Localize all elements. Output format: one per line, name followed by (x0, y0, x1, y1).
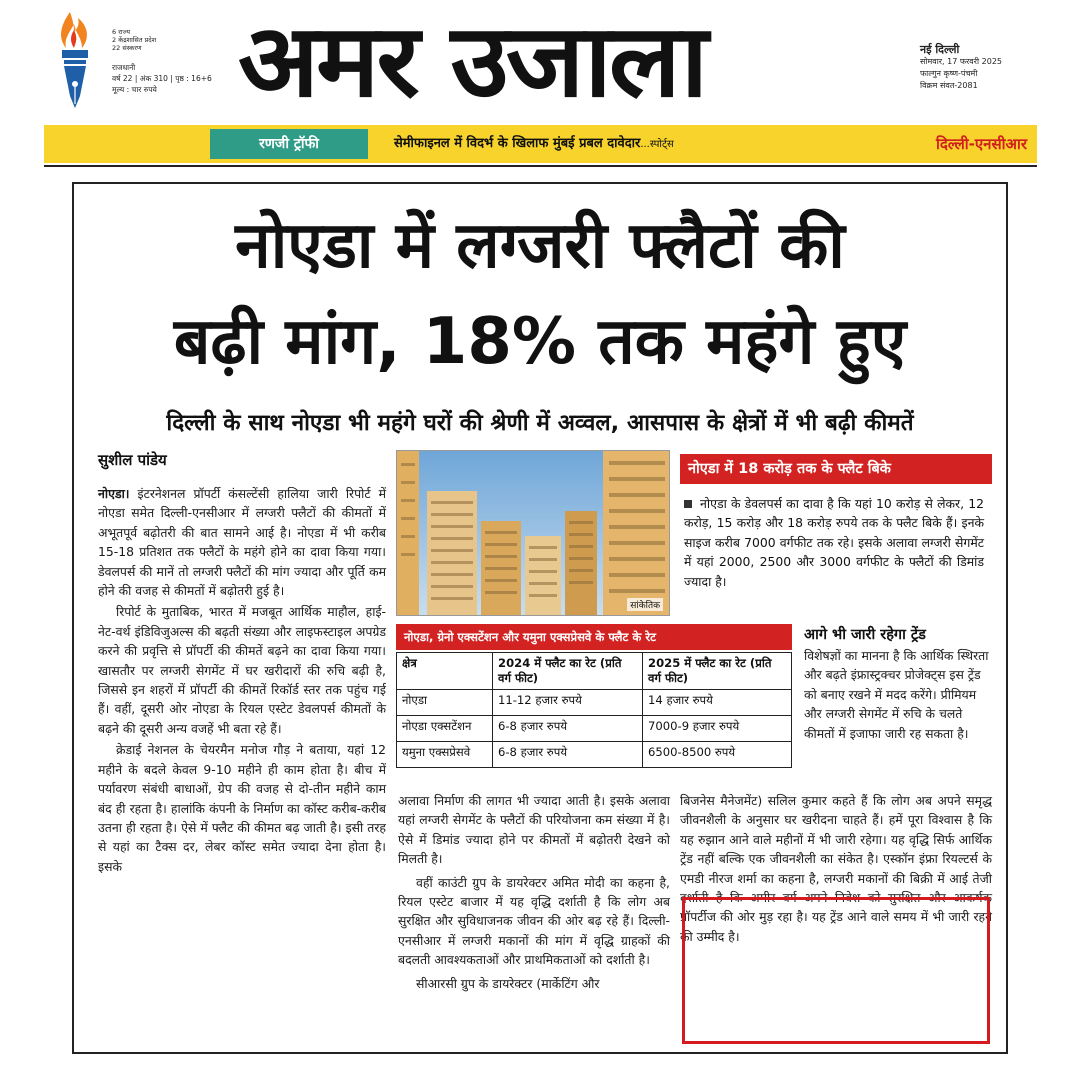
region-label: दिल्ली-एनसीआर (935, 135, 1027, 153)
ticker-headline[interactable] (394, 125, 674, 163)
col1-p1-text: इंटरनेशनल प्रॉपर्टी कंसल्टेंसी हालिया जारी रिपोर्ट में नोएडा समेत दिल्ली-एनसीआर में लग्जरी फ्लैटों की कीमतों में अभूतपूर्व बढ़ोतरी की बात सामने आई है। नोएडा में भी करीब 15-18 प्रतिशत तक फ्लैटों के महंगे होने का दावा किया गया। डेवलपर्स की मानें तो लग्जरी फ्लैटों की मांग ज्यादा और पूर्ति कम होने की वजह से कीमतों में बढ़ोतरी हुई है। (98, 486, 386, 599)
table-cell: यमुना एक्सप्रेसवे (397, 742, 493, 768)
table-header-cell: 2025 में फ्लैट का रेट (प्रति वर्ग फीट) (643, 653, 792, 690)
dateline-city: नई दिल्ली (920, 43, 960, 56)
photo-caption: सांकेतिक (627, 598, 663, 611)
table-cell: 14 हजार रुपये (643, 690, 792, 716)
sidebar-text-18-crore (684, 494, 984, 591)
editions-line: 22 संस्करण (112, 44, 142, 52)
column-2 (398, 791, 670, 997)
volume-line: वर्ष 22 | अंक 310 | पृष्ठ : 16+6 (112, 74, 212, 83)
trend-body: विशेषज्ञों का मानना है कि आर्थिक स्थिरता और बढ़ते इंफ्रास्ट्रक्चर प्रोजेक्ट्स इस ट्रेंड को बनाए रखने में मदद करेंगे। प्रीमियम और लग्जरी सेगमेंट में रुचि के चलते कीमतों में इजाफा जारी रह सकता है। (804, 648, 989, 741)
sidebar-heading-18-crore: नोएडा में 18 करोड़ तक के फ्लैट बिके (680, 454, 992, 484)
dateline-info (920, 44, 1070, 92)
rates-table (396, 652, 792, 768)
table-row (397, 716, 792, 742)
torch-pen-logo (52, 4, 112, 122)
table-cell: 6-8 हजार रुपये (493, 742, 643, 768)
hindu-date: फाल्गुन कृष्ण-पंचमी (920, 69, 978, 78)
table-row (397, 690, 792, 716)
article-frame (72, 182, 1008, 1054)
headline-line-1: नोएडा में लग्जरी फ्लैटों की (235, 209, 845, 283)
headline (74, 198, 1006, 390)
table-cell: नोएडा (397, 690, 493, 716)
ut-line: 2 केंद्रशासित प्रदेश (112, 36, 157, 44)
ticker-section: ...स्पोर्ट्स (640, 139, 674, 150)
masthead-divider (44, 165, 1037, 167)
table-cell: 7000-9 हजार रुपये (643, 716, 792, 742)
dateline-date: सोमवार, 17 फरवरी 2025 (920, 57, 1002, 66)
ticker-tag[interactable]: रणजी ट्रॉफी (210, 129, 368, 159)
dateline-place: नोएडा। (98, 486, 130, 501)
headline-line-2: बढ़ी मांग, 18% तक महंगे हुए (173, 305, 907, 379)
table-cell: 6500-8500 रुपये (643, 742, 792, 768)
red-highlight-box (682, 897, 990, 1044)
newspaper-nameplate: अमर उजाला (238, 2, 706, 119)
rates-table-title: नोएडा, ग्रेनो एक्सटेंशन और यमुना एक्सप्रेसवे के फ्लैट के रेट (396, 624, 792, 650)
byline: सुशील पांडेय (98, 451, 167, 469)
table-cell: 11-12 हजार रुपये (493, 690, 643, 716)
col2-paragraph-1: अलावा निर्माण की लागत भी ज्यादा आती है। इसके अलावा यहां लग्जरी सेगमेंट के फ्लैटों की परियोजना कम संख्या में है। ऐसे में डिमांड ज्यादा होने पर कीमतों में बढ़ोतरी देखने को मिलती है। (398, 793, 670, 867)
col2-paragraph-3: सीआरसी ग्रुप के डायरेक्टर (मार्केटिंग और (416, 975, 600, 991)
states-line: 6 राज्य (112, 28, 131, 36)
table-cell: 6-8 हजार रुपये (493, 716, 643, 742)
column-1 (98, 484, 386, 878)
ticker-headline-text: सेमीफाइनल में विदर्भ के खिलाफ मुंबई प्रबल दावेदार (394, 136, 641, 151)
trend-heading: आगे भी जारी रहेगा ट्रेंड (804, 627, 926, 643)
news-ticker (44, 125, 1037, 163)
col1-paragraph-1 (98, 484, 386, 600)
sidebar-18-crore-body: नोएडा के डेवलपर्स का दावा है कि यहां 10 करोड़ से लेकर, 12 करोड़, 15 करोड़ और 18 करोड़ रुपये तक के फ्लैट बिके हैं। इनके साइज करीब 7000 वर्गफीट तक रहे। इसके अलावा लग्जरी सेगमेंट में यहां 2000, 2500 और 3000 वर्गफीट के फ्लैटों की डिमांड ज्यादा है। (684, 496, 984, 589)
buildings-photo (396, 450, 670, 616)
price-line: मूल्य : चार रुपये (112, 85, 157, 94)
square-bullet-icon (684, 500, 692, 508)
column-3: बिजनेस मैनेजमेंट) सलिल कुमार कहते हैं कि लोग अब अपने समृद्ध जीवनशैली के अनुसार घर खरीदना चाहते हैं। हमें पूरा विश्वास है कि यह रुझान आने वाले महीनों में भी जारी रहेगा। यह वृद्धि सिर्फ आर्थिक ट्रेंड नहीं बल्कि एक जीवनशैली का संकेत है। एस्कॉन इंफ्रा रियल्टर्स के एमडी नीरज शर्मा का कहना है, लग्जरी मकानों की बिक्री में आई तेजी दर्शाती है कि अमीर वर्ग अपने निवेश को सुरक्षित और आकर्षक प्रॉपर्टीज की ओर मुड़ रहा है। यह ट्रेंड आने वाले समय में भी जारी रहने की उम्मीद है। (680, 793, 992, 944)
table-header-cell: 2024 में फ्लैट का रेट (प्रति वर्ग फीट) (493, 653, 643, 690)
edition-city: राजधानी (112, 63, 136, 72)
table-row (397, 742, 792, 768)
col1-paragraph-2: रिपोर्ट के मुताबिक, भारत में मजबूत आर्थिक माहौल, हाई-नेट-वर्थ इंडिविजुअल्स की बढ़ती संख्या और लाइफस्टाइल अपग्रेड करने की प्रवृत्ति से प्रॉपर्टी की कीमतें बढ़ने का दावा किया गया। खासतौर पर लग्जरी सेगमेंट में घर खरीदारों की रुचि बढ़ी है, जिससे इन शहरों में प्रॉपर्टी की कीमतें रिकॉर्ड स्तर तक पहुंच गई हैं। वहीं, दूसरी ओर नोएडा के रियल एस्टेट डेवलपर्स कीमतों के बढ़ने की दूसरी अन्य वजहें भी बता रहे हैं। (98, 604, 386, 736)
edition-info (112, 28, 242, 95)
col1-paragraph-3: क्रेडाई नेशनल के चेयरमैन मनोज गौड़ ने बताया, यहां 12 महीने के बदले केवल 9-10 महीने ही काम होता है। बीच में पर्यावरण संबंधी बाधाओं, ग्रेप की वजह से दो-तीन महीने काम बंद ही रहता है। हालांकि कंपनी के निर्माण का कॉस्ट करीब-करीब उतना ही रहता है। ऐसे में फ्लैट की कीमत बढ़ जाती है। इसी तरह से यहां का टैक्स दर, लेबर कॉस्ट समेत ज्यादा देना होता है। इसके (98, 742, 386, 874)
masthead (0, 0, 1080, 125)
subheadline: दिल्ली के साथ नोएडा भी महंगे घरों की श्रेणी में अव्वल, आसपास के क्षेत्रों में भी बढ़ी कीमतें (166, 410, 914, 436)
table-header-row (397, 653, 792, 690)
table-cell: नोएडा एक्सटेंशन (397, 716, 493, 742)
table-header-cell: क्षेत्र (397, 653, 493, 690)
col2-paragraph-2: वहीं काउंटी ग्रुप के डायरेक्टर अमित मोदी का कहना है, रियल एस्टेट बाजार में यह वृद्धि दर्शाती है कि लोग अब सुरक्षित और सुविधाजनक जीवन की ओर बढ़ रहे हैं। दिल्ली-एनसीआर में लग्जरी मकानों की मांग में वृद्धि ग्राहकों की बदलती आवश्यकताओं और प्राथमिकताओं को दर्शाती है। (398, 874, 670, 968)
samvat-year: विक्रम संवत-2081 (920, 81, 978, 90)
